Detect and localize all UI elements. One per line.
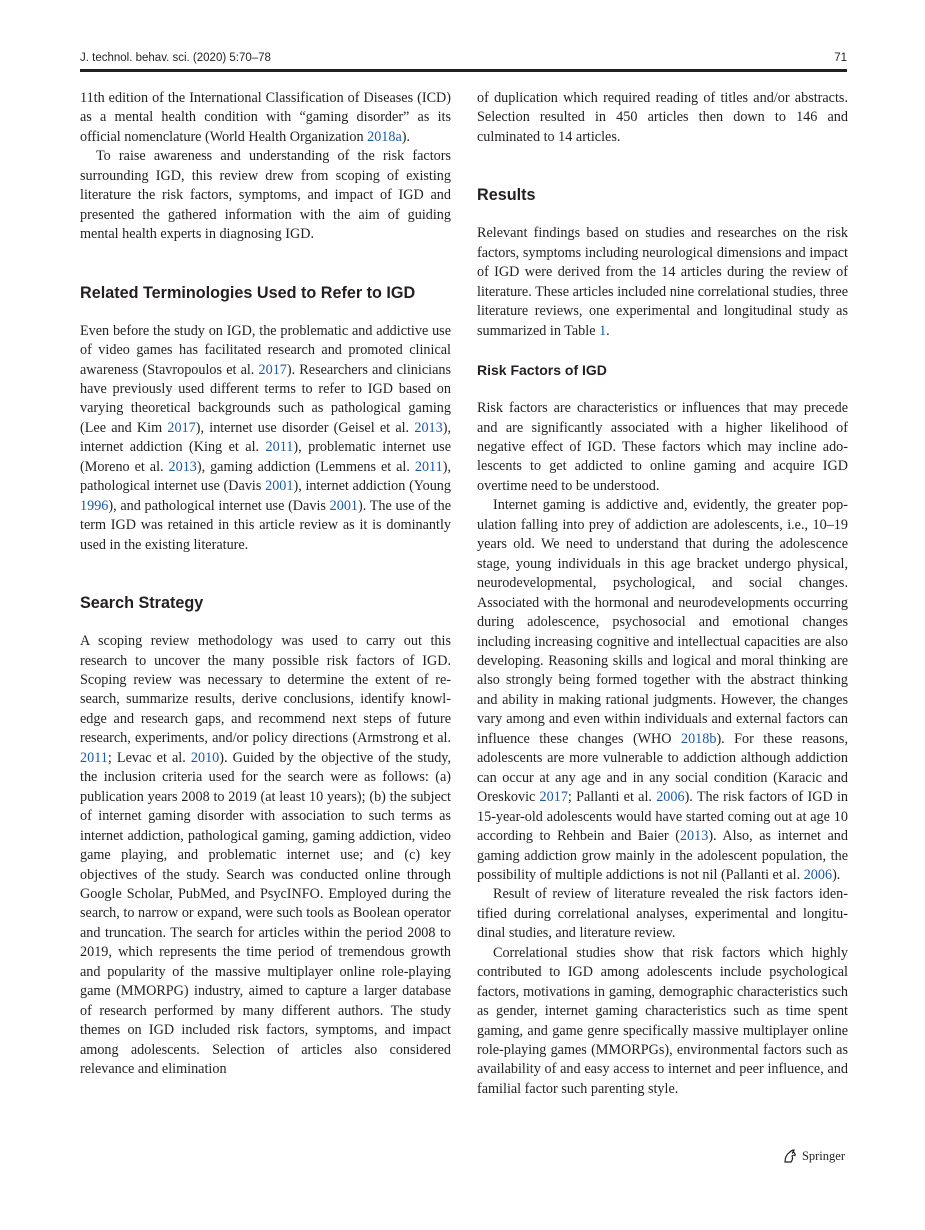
- publisher-footer: [782, 1146, 845, 1166]
- header-rule: [80, 69, 847, 72]
- table-link[interactable]: 1: [599, 322, 607, 339]
- paragraph: Internet gaming is addictive and, evidently, the greater population falling into prey of addiction are adolescents, i.e., 10–19 years old. We need to understand that during the adolescence stage, young individuals in this age bracket undergo physical, neurodevelopmental, psychological, and social changes. Associated with the hormonal and neurodevelopments occurring during adolescence, psychosocial and emotional changes including increasing cognitive and intellectual capacities are also developing. Reasoning skills and logical and moral thinking are also strongly being formed together with the abstract thinking and ability in making rational judgments. However, the changes vary among and even within individuals and external factors can influence these changes (WHO 2018b). For these reasons, adolescents are more vulnerable to addiction although addiction can occur at any age and in any social condition (Karacic and Oreskovic 2017; Pallanti et al. 2006). The risk factors of IGD in 15-year-old adolescents would have started coming out at age 10 according to Rehbein and Baier (2013). Also, as internet and gaming addiction grow mainly in the adolescent population, the possibility of multiple addictions is not nil (Pallanti et al. 2006).: [477, 497, 849, 883]
- citation-link[interactable]: 2013: [414, 419, 443, 436]
- paragraph: A scoping review methodology was used to carry out this research to uncover the many possible risk factors of IGD. Scoping review was necessary to determine the extent of research, summarize results, derive conclusions, identify knowledge and research gaps, and recommend next steps of future research, experiments, and/or policy directions (Armstrong et al. 2011; Levac et al. 2010). Guided by the objective of the study, the inclusion criteria used for the search were as follows: (a) publication years 2008 to 2019 (at least 10 years); (b) the subject of internet gaming disorder with association to such terms as internet addiction, pathological gaming, gaming addiction, video game playing, and problematic internet use; and (c) key objectives of the study. Search was conducted online through Google Scholar, PubMed, and PsycINFO. Employed during the search, to narrow or expand, were such tools as Boolean operator and truncation. The search for articles within the period 2008 to 2019, which represents the time period of tremendous growth and popularity of the massive multiplayer online role-playing game (MMORPG) industry, aimed to capture a larger database of research performed by many different authors. The study themes on IGD included risk factors, symptoms, and impact among adolescents. Selection of articles also considered relevance and elimination: [80, 633, 452, 1078]
- citation-link[interactable]: 2001: [265, 478, 294, 495]
- citation-link[interactable]: 1996: [80, 497, 109, 514]
- page-number: 71: [834, 52, 847, 64]
- citation-link[interactable]: 2013: [168, 458, 197, 475]
- citation-link[interactable]: 2017: [167, 419, 196, 436]
- section-heading-results: Results: [477, 186, 536, 205]
- publisher-name: Springer: [801, 1148, 845, 1163]
- citation-link[interactable]: 2011: [414, 458, 443, 475]
- running-header: [80, 52, 847, 70]
- citation-link[interactable]: 2006: [656, 789, 685, 806]
- citation-link[interactable]: 2011: [80, 749, 108, 766]
- citation-link[interactable]: 2001: [329, 497, 358, 514]
- paragraph: Risk factors are characteristics or influences that may precede and are significantly associated with a higher likelihood of negative effect of IGD. These factors which may incline adolescents to get addicted to online gaming and acquire IGD overtime need to be understood.: [477, 400, 848, 494]
- citation-link[interactable]: 2010: [190, 749, 220, 766]
- journal-citation: J. technol. behav. sci. (2020) 5:70–78: [80, 52, 271, 64]
- citation-link[interactable]: 2011: [265, 439, 294, 456]
- subsection-heading-risk-factors: Risk Factors of IGD: [477, 362, 607, 379]
- paragraph: To raise awareness and understanding of the risk factors surrounding IGD, this review drew from scoping of existing literature the risk factors, symptoms, and impact of IGD and presented the gathered information with the aim of guiding mental health experts in diagnosing IGD.: [80, 148, 451, 243]
- paragraph: 11th edition of the International Classification of Diseases (ICD) as a mental health condition with “gaming disorder” as its official nomenclature (World Health Organization 2018a).: [80, 90, 451, 145]
- paragraph: Result of review of literature revealed the risk factors identified during correlational analyses, experimental and longitudinal studies, and literature review.: [477, 886, 848, 942]
- springer-horse-icon: [782, 1148, 798, 1164]
- section-heading-terminologies: Related Terminologies Used to Refer to IGD: [80, 283, 416, 302]
- citation-link[interactable]: 2017: [539, 789, 568, 806]
- left-column: [80, 89, 451, 1079]
- citation-link[interactable]: 2017: [258, 361, 287, 378]
- citation-link[interactable]: 2018a: [367, 128, 402, 145]
- citation-link[interactable]: 2013: [679, 828, 709, 845]
- paragraph: Relevant findings based on studies and researches on the risk factors, symptoms including neurological dimensions and impact of IGD were derived from the 14 articles during the review of literature. These articles included nine correlational studies, three literature reviews, one experimental and longitudinal study as summarized in Table 1.: [477, 225, 848, 339]
- paragraph: Even before the study on IGD, the problematic and addictive use of video games has facilitated research and promoted clinical awareness (Stavropoulos et al. 2017). Researchers and clinicians have previously used different terms to refer to IGD based on varying theoretical backgrounds such as pathological gaming (Lee and Kim 2017), internet use disorder (Geisel et al. 2013), internet addiction (King et al. 2011), problematic internet use (Moreno et al. 2013), gaming addiction (Lemmens et al. 2011), pathological internet use (Davis 2001), internet addiction (Young 1996), and pathological internet use (Davis 2001). The use of the term IGD was retained in this article review as it is dominantly used in the existing literature.: [80, 322, 452, 553]
- citation-link[interactable]: 2018b: [680, 730, 717, 747]
- citation-link[interactable]: 2006: [803, 866, 833, 883]
- section-heading-search-strategy: Search Strategy: [80, 594, 204, 613]
- right-column: [477, 89, 848, 1099]
- paragraph: Correlational studies show that risk factors which highly contributed to IGD among adolescents include psychological factors, motivations in gaming, demographic characteristics such as gender, internet gaming characteristics such as time spent gaming, and game genre specifically massive multiplayer online role-playing games (MMORPGs), environmental factors such as availability of and easy access to internet and peer influence, and familial factor such parenting style.: [477, 944, 848, 1097]
- paragraph: of duplication which required reading of titles and/or abstracts. Selection resulted in 450 articles then down to 146 and culminated to 14 articles.: [477, 90, 848, 145]
